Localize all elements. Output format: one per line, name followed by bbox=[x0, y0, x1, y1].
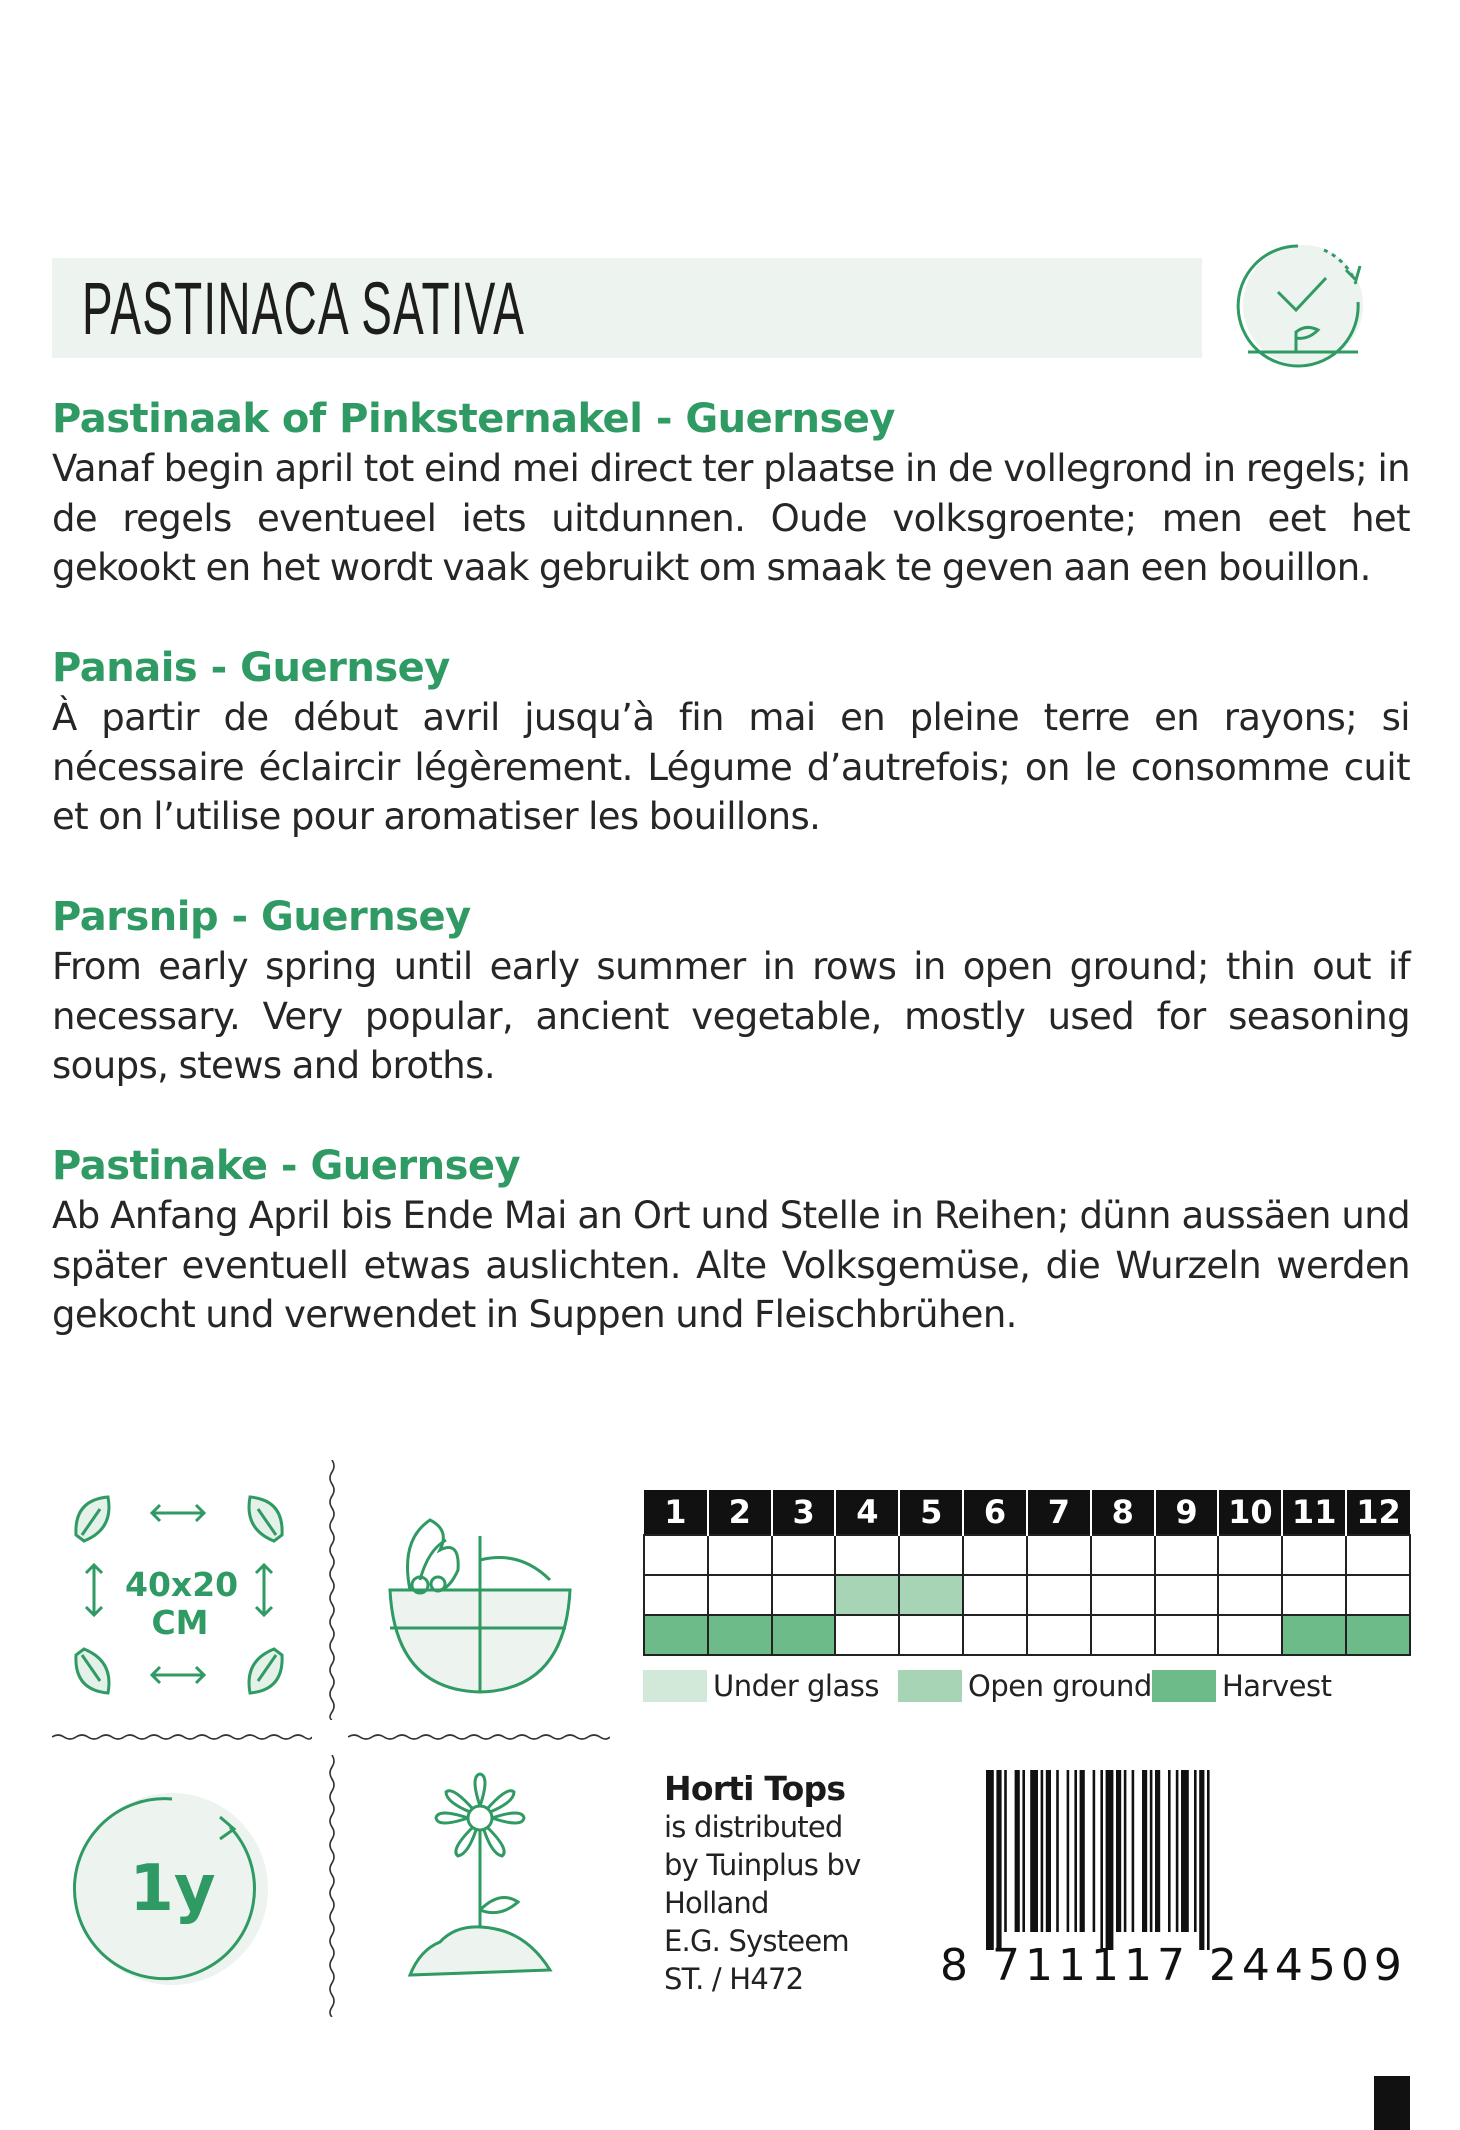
barcode-bar bbox=[1207, 1770, 1210, 1950]
calendar-row bbox=[644, 1535, 1410, 1575]
calendar-cell bbox=[1091, 1575, 1155, 1615]
section-text: Vanaf begin april tot eind mei direct ter plaatse in de vollegrond in regels; in de regels eventueel iets uitdunnen. Oude volksgroente; men eet het gekookt en het wordt vaak gebruikt om smaak te geven aan een bouillon. bbox=[52, 447, 1410, 589]
distributor-line: Holland bbox=[664, 1886, 769, 1920]
distributor-info bbox=[664, 1770, 860, 1998]
distributor-line: by Tuinplus bv bbox=[664, 1848, 861, 1882]
month-header: 10 bbox=[1218, 1490, 1282, 1535]
barcode-bar bbox=[1106, 1770, 1114, 1950]
vegetable-bowl-icon bbox=[380, 1500, 580, 1700]
brand-name: Horti Tops bbox=[664, 1769, 846, 1808]
month-header: 11 bbox=[1282, 1490, 1346, 1535]
barcode-bar bbox=[1199, 1770, 1204, 1950]
month-header: 3 bbox=[772, 1490, 836, 1535]
calendar-cell bbox=[1346, 1535, 1410, 1575]
legend-swatch bbox=[898, 1670, 962, 1702]
barcode-bar bbox=[1176, 1770, 1179, 1932]
calendar-cell bbox=[1155, 1575, 1219, 1615]
calendar-cell bbox=[963, 1575, 1027, 1615]
barcode-bar bbox=[1124, 1770, 1127, 1932]
barcode bbox=[984, 1770, 1404, 1950]
barcode-bar bbox=[1116, 1770, 1121, 1932]
barcode-bar bbox=[1100, 1770, 1103, 1950]
barcode-bar bbox=[986, 1770, 994, 1950]
distributor-line: is distributed bbox=[664, 1810, 843, 1844]
wavy-divider bbox=[328, 1755, 336, 2017]
calendar-cell bbox=[899, 1575, 963, 1615]
legend-swatch bbox=[1152, 1670, 1216, 1702]
calendar-cell bbox=[772, 1575, 836, 1615]
barcode-bar bbox=[1056, 1770, 1059, 1932]
section-title: Parsnip - Guernsey bbox=[52, 894, 471, 940]
spacing-unit: CM bbox=[151, 1603, 209, 1642]
barcode-bar bbox=[1181, 1770, 1189, 1932]
barcode-bar bbox=[1022, 1770, 1025, 1932]
wavy-divider bbox=[328, 1460, 336, 1720]
barcode-number: 8 711117 244509 bbox=[940, 1940, 1407, 1991]
section-text: À partir de début avril jusqu’à fin mai en pleine terre en rayons; si nécessaire éclaircir légèrement. Légume d’autrefois; on le consomme cuit et on l’utilise pour aromatiser les bouillons. bbox=[52, 696, 1410, 838]
month-header: 4 bbox=[835, 1490, 899, 1535]
calendar-cell bbox=[644, 1615, 708, 1655]
calendar-cell bbox=[1282, 1535, 1346, 1575]
barcode-bar bbox=[1046, 1770, 1051, 1932]
calendar-cell bbox=[963, 1615, 1027, 1655]
month-header: 6 bbox=[963, 1490, 1027, 1535]
calendar-cell bbox=[1027, 1615, 1091, 1655]
calendar-cell bbox=[835, 1615, 899, 1655]
month-header: 9 bbox=[1155, 1490, 1219, 1535]
calendar-cell bbox=[644, 1575, 708, 1615]
calendar-cell bbox=[1091, 1615, 1155, 1655]
calendar-cell bbox=[1346, 1615, 1410, 1655]
calendar-cell bbox=[1218, 1615, 1282, 1655]
calendar-cell bbox=[772, 1535, 836, 1575]
month-header: 2 bbox=[708, 1490, 772, 1535]
calendar-row bbox=[644, 1575, 1410, 1615]
section-text: From early spring until early summer in rows in open ground; thin out if necessary. Very popular, ancient vegetable, mostly used for seasoning soups, stews and broths. bbox=[52, 945, 1410, 1087]
section-text: Ab Anfang April bis Ende Mai an Ort und Stelle in Reihen; dünn aussäen und später eventuell etwas auslichten. Alte Volksgemüse, die Wurzeln werden gekocht und verwendet in Suppen und Fleischbrühen. bbox=[52, 1194, 1410, 1336]
barcode-bar bbox=[1030, 1770, 1038, 1932]
barcode-bar bbox=[1093, 1770, 1096, 1932]
calendar-cell bbox=[899, 1535, 963, 1575]
barcode-bar bbox=[1150, 1770, 1153, 1932]
calendar-cell bbox=[1027, 1535, 1091, 1575]
legend-under-glass bbox=[643, 1668, 879, 1704]
spacing-value: 40x20 bbox=[125, 1565, 239, 1604]
month-header: 8 bbox=[1091, 1490, 1155, 1535]
month-header: 5 bbox=[899, 1490, 963, 1535]
distributor-line: ST. / H472 bbox=[664, 1962, 804, 1996]
calendar-cell bbox=[772, 1615, 836, 1655]
barcode-bar bbox=[1067, 1770, 1070, 1932]
wavy-divider bbox=[348, 1733, 610, 1741]
calendar-cell bbox=[835, 1535, 899, 1575]
calendar-row bbox=[644, 1615, 1410, 1655]
barcode-bar bbox=[1132, 1770, 1135, 1932]
calendar-cell bbox=[1027, 1575, 1091, 1615]
calendar-cell bbox=[1155, 1535, 1219, 1575]
calendar-cell bbox=[1218, 1535, 1282, 1575]
barcode-bar bbox=[1074, 1770, 1077, 1932]
legend-harvest bbox=[1152, 1668, 1331, 1704]
legend-label: Open ground bbox=[968, 1669, 1152, 1703]
calendar-cell bbox=[708, 1535, 772, 1575]
wavy-divider bbox=[52, 1733, 312, 1741]
legend-label: Under glass bbox=[713, 1669, 879, 1703]
barcode-bar bbox=[1142, 1770, 1147, 1932]
flower-sprout-icon bbox=[400, 1770, 560, 1990]
distributor-line: E.G. Systeem bbox=[664, 1924, 849, 1958]
calendar-cell bbox=[1346, 1575, 1410, 1615]
barcode-bar bbox=[1168, 1770, 1171, 1932]
barcode-bar bbox=[1004, 1770, 1007, 1932]
legend-swatch bbox=[643, 1670, 707, 1702]
legend-label: Harvest bbox=[1222, 1669, 1332, 1703]
calendar-cell bbox=[1282, 1615, 1346, 1655]
calendar-cell bbox=[1282, 1575, 1346, 1615]
month-header: 12 bbox=[1346, 1490, 1410, 1535]
barcode-bar bbox=[996, 1770, 1001, 1950]
calendar-cell bbox=[708, 1575, 772, 1615]
section-dutch bbox=[52, 394, 1410, 593]
calendar-cell bbox=[835, 1575, 899, 1615]
month-header: 1 bbox=[644, 1490, 708, 1535]
barcode-bar bbox=[1155, 1770, 1160, 1932]
calendar-header bbox=[644, 1490, 1410, 1535]
legend-open-ground bbox=[898, 1668, 1152, 1704]
barcode-bar bbox=[1015, 1770, 1020, 1932]
calendar-cell bbox=[644, 1535, 708, 1575]
section-title: Panais - Guernsey bbox=[52, 645, 450, 691]
calendar-cell bbox=[899, 1615, 963, 1655]
spacing-label bbox=[125, 1565, 239, 1642]
section-title: Pastinaak of Pinksternakel - Guernsey bbox=[52, 396, 896, 442]
latin-name: PASTINACA SATIVA bbox=[82, 267, 526, 350]
calendar-cell bbox=[708, 1615, 772, 1655]
barcode-bar bbox=[1080, 1770, 1085, 1932]
barcode-bar bbox=[1041, 1770, 1044, 1932]
clock-check-leaf-icon bbox=[1228, 240, 1374, 370]
section-french bbox=[52, 643, 1410, 842]
section-english bbox=[52, 892, 1410, 1091]
barcode-bar bbox=[1194, 1770, 1197, 1932]
calendar-cell bbox=[1155, 1615, 1219, 1655]
print-mark bbox=[1374, 2076, 1410, 2130]
calendar-cell bbox=[1218, 1575, 1282, 1615]
lifecycle-label: 1y bbox=[129, 1852, 216, 1926]
calendar-cell bbox=[1091, 1535, 1155, 1575]
calendar-cell bbox=[963, 1535, 1027, 1575]
sowing-calendar bbox=[643, 1490, 1411, 1656]
section-german bbox=[52, 1141, 1410, 1340]
month-header: 7 bbox=[1027, 1490, 1091, 1535]
section-title: Pastinake - Guernsey bbox=[52, 1143, 521, 1189]
